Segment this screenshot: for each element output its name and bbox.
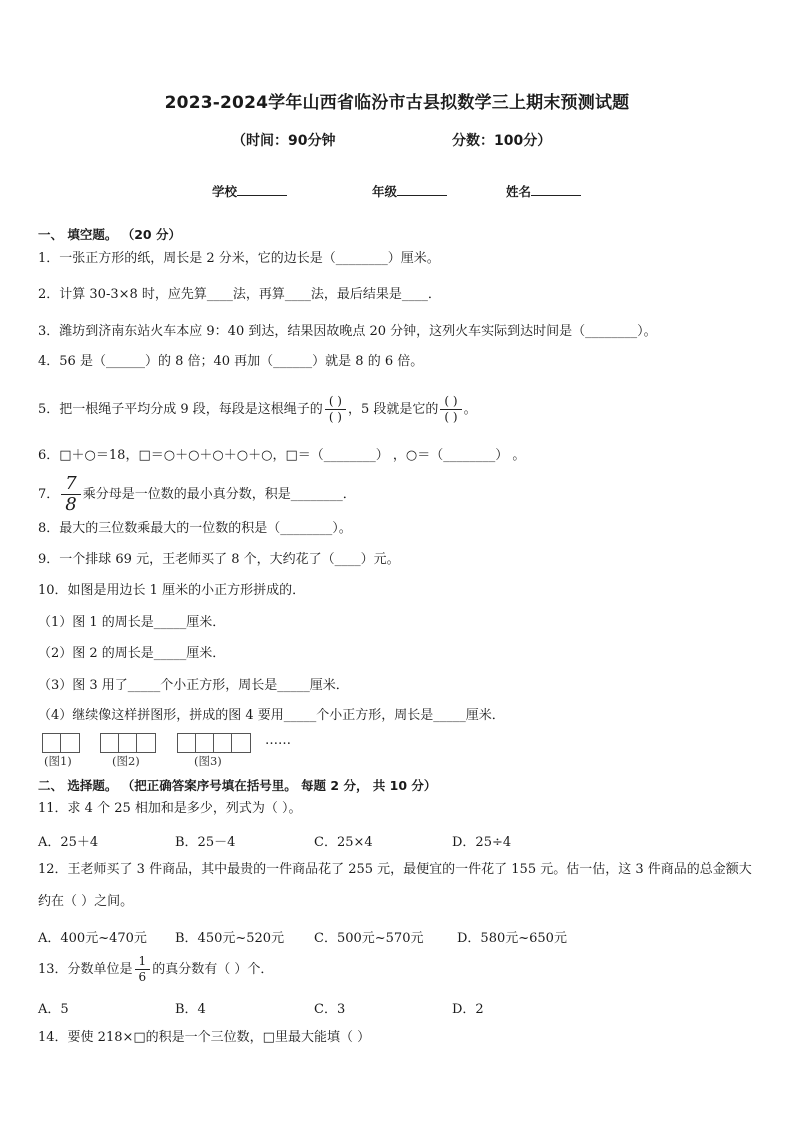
fraction-blank-1-denominator: ( ) (325, 409, 346, 425)
fraction-denominator: 6 (135, 969, 151, 985)
section-1-heading: 一、 填空题。 （20 分） (38, 227, 181, 242)
square (43, 734, 61, 752)
figure-3-label: (图3) (194, 754, 222, 768)
question-10: 10．如图是用边长 1 厘米的小正方形拼成的． (38, 583, 306, 598)
square (119, 734, 137, 752)
question-9: 9．一个排球 69 元，王老师买了 8 个，大约花了（____）元。 (38, 552, 400, 567)
question-10-part-2: （2）图 2 的周长是_____厘米． (38, 646, 226, 661)
fraction-seven-eighths (61, 474, 80, 515)
school-field (212, 181, 287, 200)
question-11-option-a[interactable]: A．25＋4 (38, 835, 99, 850)
question-13-option-c[interactable]: C．3 (314, 1002, 346, 1017)
fraction-numerator: 1 (138, 954, 147, 968)
question-5-text-b: ，5 段就是它的 (348, 402, 439, 417)
fraction-denominator: 8 (61, 494, 80, 515)
question-12: 12．王老师买了 3 件商品，其中最贵的一件商品花了 255 元，最便宜的一件花了 155 元。估一估，这 3 件商品的总金额大约在（ ）之间。 (38, 862, 752, 909)
fraction-blank-1[interactable] (325, 394, 346, 425)
question-13-option-d[interactable]: D．2 (452, 1002, 484, 1017)
section-2-heading: 二、 选择题。 （把正确答案序号填在括号里。 每题 2 分， 共 10 分） (38, 778, 437, 793)
name-label: 姓名 (506, 184, 532, 199)
fraction-blank-2-numerator: ( ) (444, 394, 458, 408)
ellipsis: …… (265, 733, 291, 748)
question-12-option-b[interactable]: B．450元~520元 (175, 931, 285, 946)
question-12-option-d[interactable]: D．580元~650元 (457, 931, 567, 946)
exam-time: （时间：90分钟 (232, 133, 336, 149)
question-7-number: 7． (38, 487, 60, 502)
square (178, 734, 196, 752)
question-13-text-a: 13．分数单位是 (38, 962, 133, 977)
question-2: 2．计算 30-3×8 时，应先算____法，再算____法，最后结果是____． (38, 287, 441, 302)
question-5-text-a: 5．把一根绳子平均分成 9 段，每段是这根绳子的 (38, 402, 323, 417)
question-12-option-a[interactable]: A．400元~470元 (38, 931, 147, 946)
question-11-option-d[interactable]: D．25÷4 (452, 835, 512, 850)
school-label: 学校 (212, 184, 238, 199)
square (232, 734, 250, 752)
exam-score: 分数：100分） (452, 133, 552, 149)
fraction-blank-2-denominator: ( ) (440, 409, 461, 425)
square (101, 734, 119, 752)
exam-title: 2023-2024学年山西省临汾市古县拟数学三上期末预测试题 (164, 93, 630, 113)
figure-1-squares (42, 733, 80, 753)
grade-label: 年级 (372, 184, 398, 199)
question-11-option-b[interactable]: B．25－4 (175, 835, 236, 850)
figure-2-label: (图2) (112, 754, 140, 768)
grade-field (372, 181, 447, 200)
square (137, 734, 155, 752)
question-14: 14．要使 218×□的积是一个三位数，□里最大能填（ ） (38, 1030, 371, 1045)
question-5 (38, 390, 477, 430)
question-3: 3．潍坊到济南东站火车本应 9：40 到达，结果因故晚点 20 分钟，这列火车实际到达时间是（________）。 (38, 324, 657, 339)
question-10-part-4: （4）继续像这样拼图形，拼成的图 4 要用_____个小正方形，周长是_____厘米． (38, 708, 505, 723)
question-13 (38, 950, 273, 990)
grade-blank[interactable] (397, 181, 447, 196)
name-field (506, 181, 581, 200)
question-7-text: 乘分母是一位数的最小真分数，积是________． (82, 487, 356, 502)
question-6: 6．□＋○＝18，□＝○＋○＋○＋○＋○，□＝（________） ，○＝（________） 。 (38, 448, 526, 463)
fraction-blank-2[interactable] (440, 394, 461, 425)
figure-3-squares (177, 733, 251, 753)
figure-1-label: (图1) (44, 754, 72, 768)
question-10-part-1: （1）图 1 的周长是_____厘米． (38, 615, 226, 630)
fraction-blank-1-numerator: ( ) (328, 394, 342, 408)
fraction-numerator: 7 (65, 473, 77, 494)
question-11: 11．求 4 个 25 相加和是多少，列式为（ ）。 (38, 801, 302, 816)
school-blank[interactable] (237, 181, 287, 196)
square (61, 734, 79, 752)
square (196, 734, 214, 752)
question-5-text-c: 。 (463, 402, 477, 417)
question-1: 1．一张正方形的纸，周长是 2 分米，它的边长是（________）厘米。 (38, 251, 440, 266)
figure-2-squares (100, 733, 156, 753)
question-7 (38, 474, 356, 515)
question-8: 8．最大的三位数乘最大的一位数的积是（________）。 (38, 521, 352, 536)
question-11-option-c[interactable]: C．25×4 (314, 835, 373, 850)
question-13-option-a[interactable]: A．5 (38, 1002, 69, 1017)
square (214, 734, 232, 752)
name-blank[interactable] (531, 181, 581, 196)
question-12-option-c[interactable]: C．500元~570元 (314, 931, 424, 946)
question-13-option-b[interactable]: B．4 (175, 1002, 206, 1017)
question-4: 4．56 是（______）的 8 倍；40 再加（______）就是 8 的 6 倍。 (38, 354, 424, 369)
question-13-text-b: 的真分数有（ ）个． (152, 962, 274, 977)
fraction-one-sixth (135, 954, 151, 985)
question-10-part-3: （3）图 3 用了_____个小正方形，周长是_____厘米． (38, 678, 349, 693)
